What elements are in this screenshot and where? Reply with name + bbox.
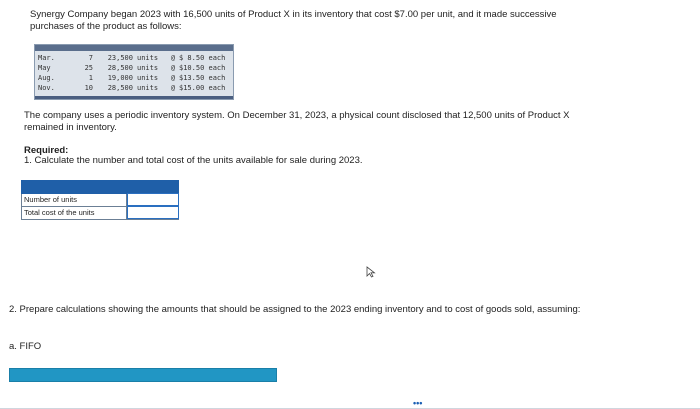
purchases-table-body [35, 51, 233, 96]
purchase-row [35, 63, 233, 73]
total-cost-input[interactable] [128, 207, 178, 218]
purchase-unit-word: units [137, 74, 159, 82]
purchase-price: $15.00 each [179, 84, 226, 92]
purchase-day: 10 [84, 84, 93, 92]
purchase-month: Nov. [38, 84, 55, 92]
purchase-unit-word: units [137, 64, 159, 72]
purchase-day: 25 [84, 64, 93, 72]
purchase-price: $ 8.50 each [179, 54, 226, 62]
purchase-day: 7 [88, 54, 93, 62]
purchase-month: May [38, 64, 51, 72]
purchase-qty: 28,500 [107, 64, 133, 72]
number-of-units-input[interactable] [128, 194, 178, 205]
purchase-row [35, 83, 233, 93]
purchase-unit-word: units [137, 84, 159, 92]
purchase-month: Mar. [38, 54, 55, 62]
answer-table-header [21, 180, 179, 194]
row-label: Total cost of the units [22, 207, 127, 219]
row-label: Number of units [22, 194, 127, 206]
purchase-row [35, 53, 233, 63]
required-heading: Required: [24, 145, 69, 156]
total-cost-cell[interactable] [127, 206, 179, 219]
purchase-at: @ [170, 64, 176, 72]
answer-table [21, 180, 179, 220]
purchase-at: @ [170, 84, 176, 92]
purchase-month: Aug. [38, 74, 55, 82]
mouse-cursor-icon [366, 266, 376, 278]
purchase-unit-word: units [137, 54, 159, 62]
question-1: 1. Calculate the number and total cost of the units available for sale during 2023. [24, 155, 363, 166]
purchases-table-footer-bar [35, 96, 233, 99]
purchase-qty: 28,500 [107, 84, 133, 92]
purchase-price: $13.50 each [179, 74, 226, 82]
fifo-label: a. FIFO [9, 341, 42, 352]
problem-intro: Synergy Company began 2023 with 16,500 units of Product X in its inventory that cost $7.00 per unit, and it made successive purchases of the product as follows: [30, 9, 557, 32]
purchases-table [34, 44, 234, 100]
purchase-at: @ [170, 54, 176, 62]
purchase-at: @ [170, 74, 176, 82]
more-options-icon[interactable]: ••• [413, 398, 423, 408]
purchase-qty: 19,000 [107, 74, 133, 82]
answer-row-total-cost [21, 207, 179, 220]
fifo-answer-table-header [9, 368, 277, 382]
purchase-qty: 23,500 [107, 54, 133, 62]
purchase-day: 1 [88, 74, 93, 82]
question-2: 2. Prepare calculations showing the amounts that should be assigned to the 2023 ending inventory and to cost of goods sold, assuming: [9, 304, 581, 315]
purchase-price: $10.50 each [179, 64, 226, 72]
purchase-row [35, 73, 233, 83]
periodic-system-text: The company uses a periodic inventory system. On December 31, 2023, a physical count disclosed that 12,500 units of Product X remained in inventory. [24, 110, 570, 133]
number-of-units-cell[interactable] [127, 193, 179, 206]
